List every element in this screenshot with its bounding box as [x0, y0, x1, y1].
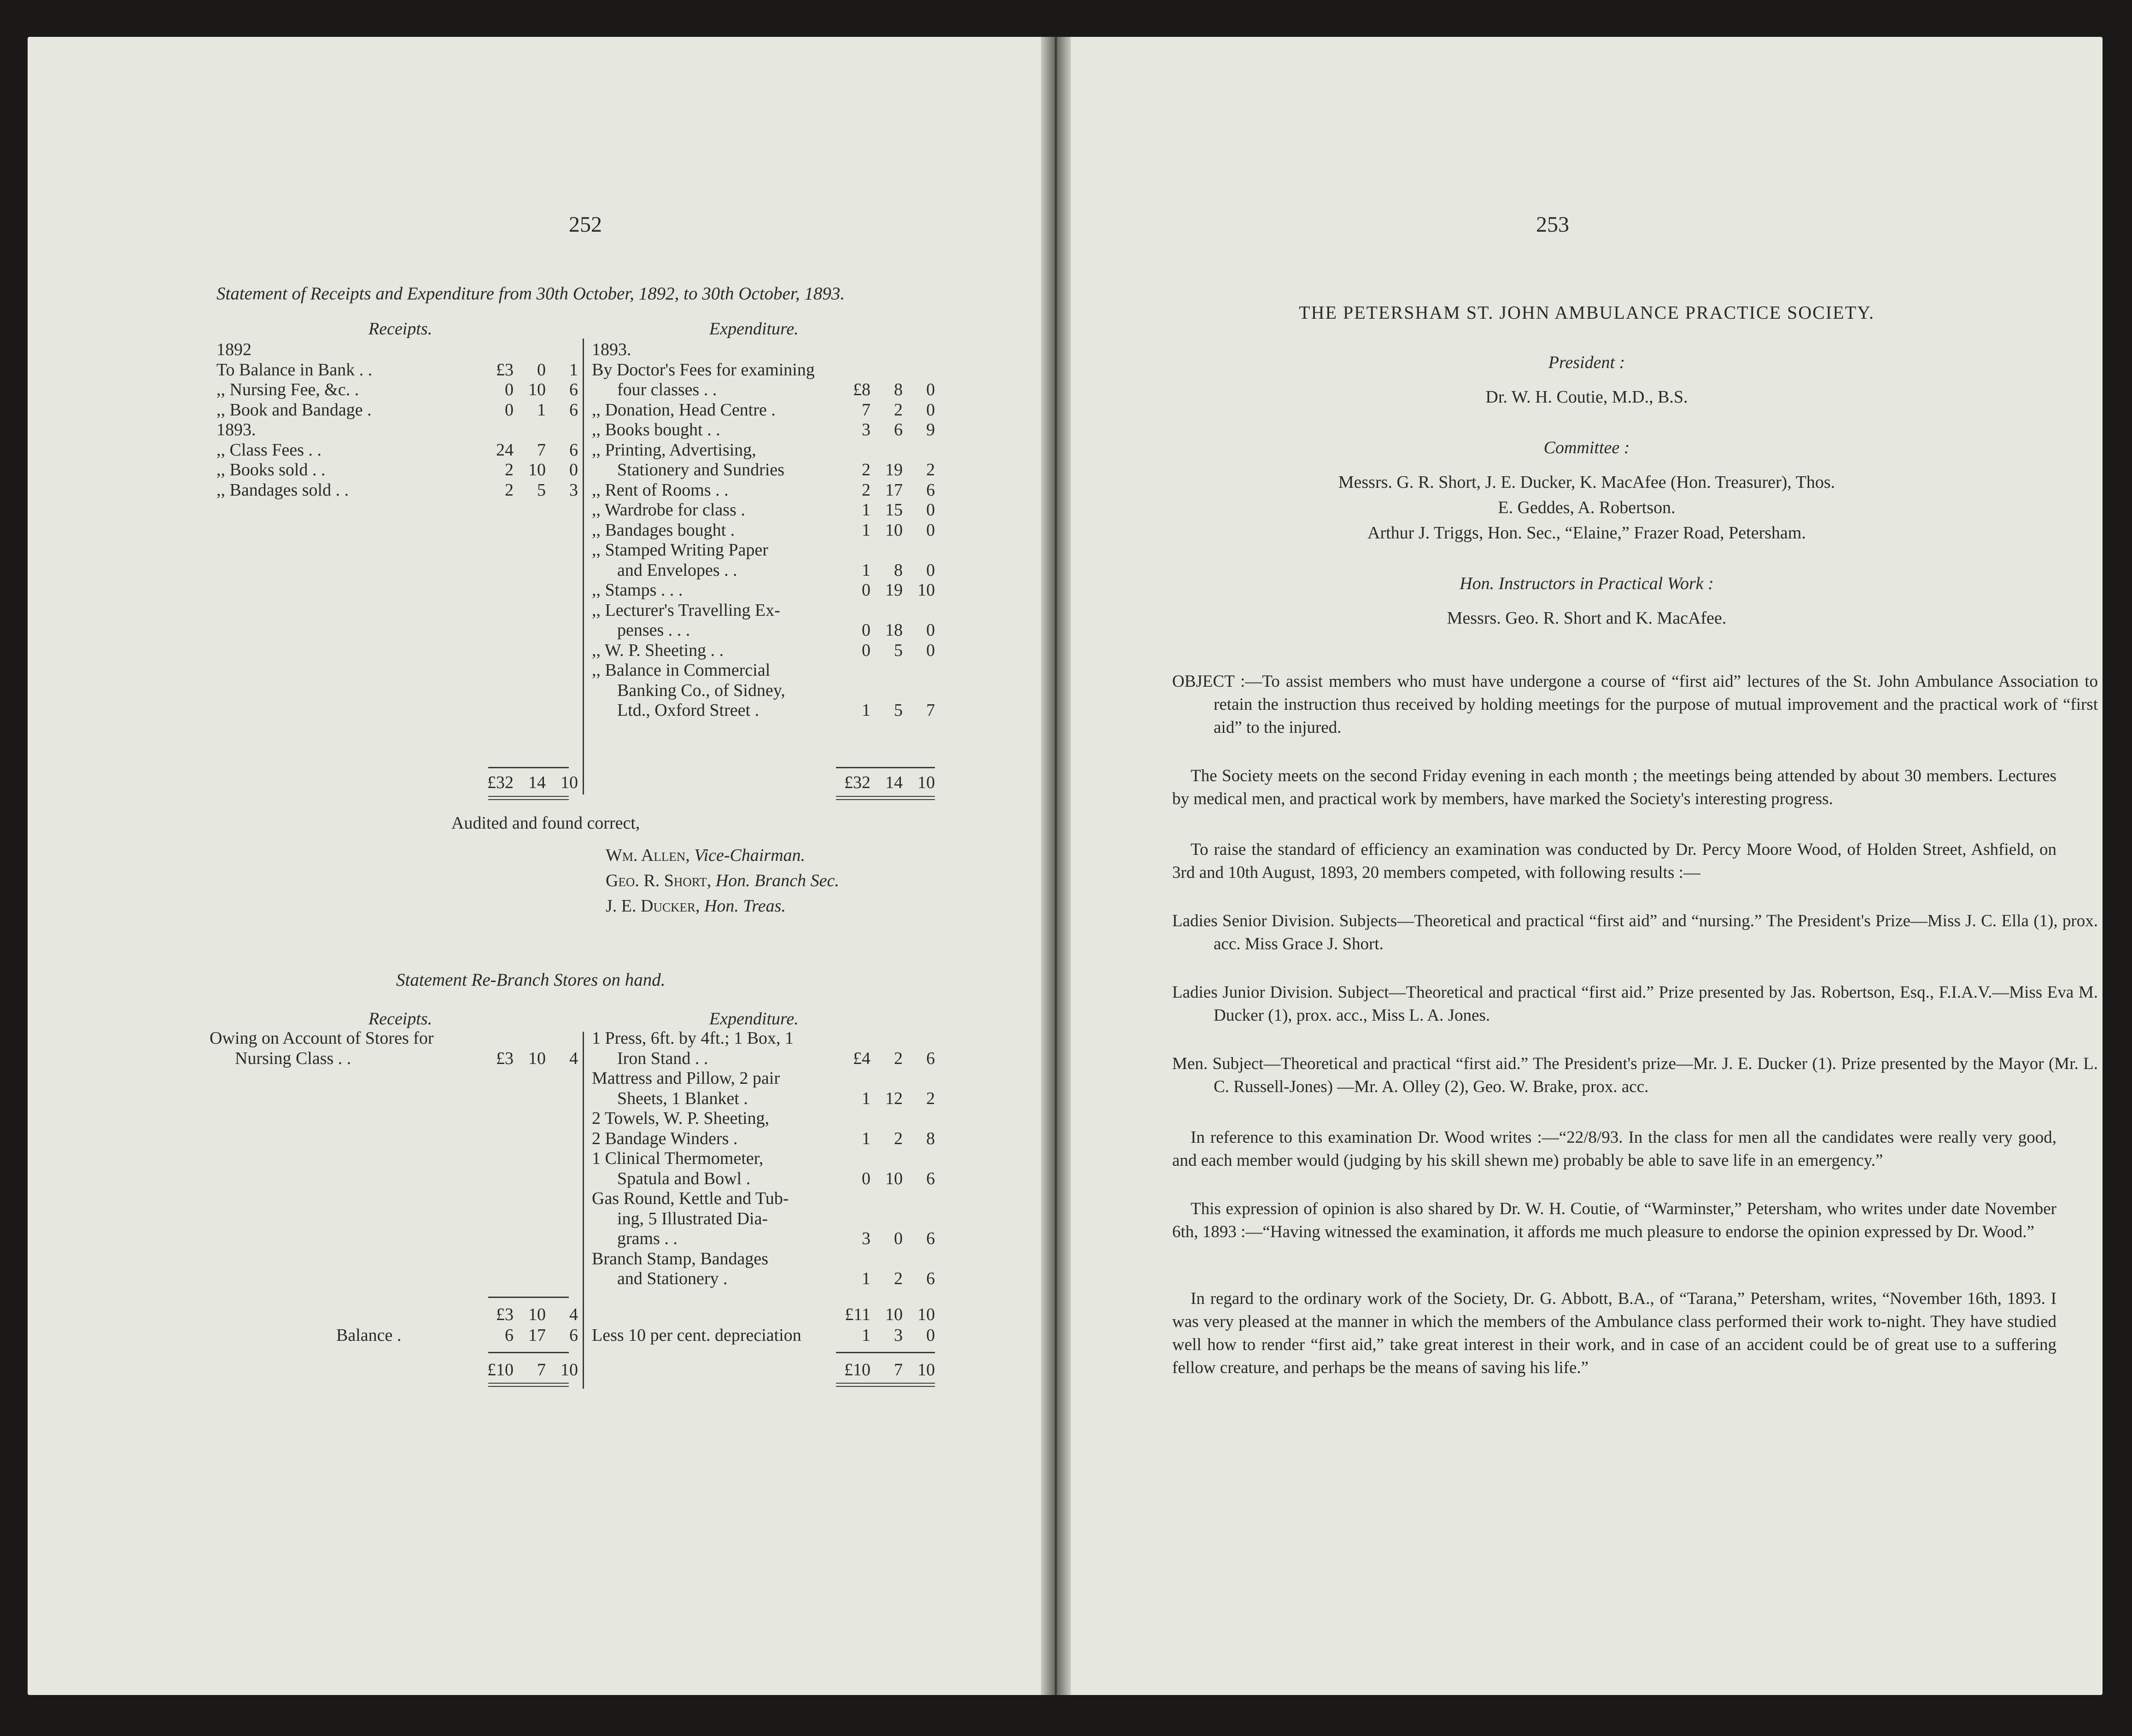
ledger-item-amount: 0 19 10	[862, 580, 935, 600]
total-rule	[488, 1352, 569, 1353]
signature-2: Geo. R. Short, Hon. Branch Sec.	[606, 871, 839, 890]
page-number: 253	[1536, 212, 1569, 237]
ledger-item-text: Ltd., Oxford Street .	[617, 701, 759, 720]
ledger-item-amount: 7 2 0	[862, 400, 935, 420]
committee-line-2: E. Geddes, A. Robertson.	[1498, 498, 1676, 517]
signature-3: J. E. Ducker, Hon. Treas.	[606, 896, 786, 916]
ledger-item-text: ,, Printing, Advertising,	[592, 440, 756, 460]
subtotal-rule	[488, 1297, 569, 1298]
society-heading: THE PETERSHAM ST. JOHN AMBULANCE PRACTICE SOCIETY.	[1299, 302, 1875, 323]
ledger-item-text: grams . .	[617, 1229, 678, 1248]
ledger-item-text: ,, Lecturer's Travelling Ex-	[592, 600, 780, 620]
ledger-item-text: ,, Balance in Commercial	[592, 660, 771, 680]
ledger-item-text: 1 Press, 6ft. by 4ft.; 1 Box, 1	[592, 1029, 794, 1048]
ledger-item-text: Stationery and Sundries	[617, 460, 785, 479]
result-men: Men. Subject—Theoretical and practical “first aid.” The President's prize—Mr. J. E. Ducker (1). Prize presented by the Mayor (Mr. L. C. Russell-Jones) —Mr. A. Olley (2), Geo. W. Brake, prox. acc.	[1172, 1054, 2098, 1096]
ledger-item-text: Gas Round, Kettle and Tub-	[592, 1189, 789, 1208]
ledger-item-amount: 24 7 6	[496, 440, 578, 460]
double-rule	[836, 1386, 935, 1387]
stores-expenditure-subtotal: £11 10 10	[845, 1305, 935, 1324]
ledger-item-text: Spatula and Bowl .	[617, 1169, 751, 1188]
total-rule	[488, 767, 569, 768]
ledger-item-text: ,, W. P. Sheeting . .	[592, 640, 724, 660]
column-divider	[583, 339, 584, 795]
ledger-item-text: and Envelopes . .	[617, 560, 737, 580]
expenditure-total: £32 14 10	[844, 773, 935, 792]
book-gutter	[1041, 37, 1071, 1695]
ledger-item-amount: 0 10 6	[505, 380, 578, 399]
ledger-item-text: ,, Bandages bought .	[592, 520, 735, 540]
audited-line: Audited and found correct,	[451, 813, 640, 833]
committee-line-1: Messrs. G. R. Short, J. E. Ducker, K. MacAfee (Hon. Treasurer), Thos.	[1338, 473, 1835, 492]
double-rule	[488, 1386, 569, 1387]
double-rule	[836, 799, 935, 800]
ledger-item-amount: 0 1 6	[505, 400, 578, 420]
ledger-item-text: Branch Stamp, Bandages	[592, 1249, 769, 1268]
ledger-item-amount: 2 5 3	[505, 480, 578, 500]
ledger-item-text: ,, Stamps . . .	[592, 580, 683, 600]
double-rule	[836, 1383, 935, 1384]
ledger-item-amount: £4 2 6	[853, 1048, 935, 1068]
ledger-item-text: ,, Bandages sold . .	[216, 480, 349, 500]
ledger-item-text: 2 Bandage Winders .	[592, 1128, 738, 1148]
stores-depreciation-label: Less 10 per cent. depreciation	[592, 1326, 801, 1345]
ledger-item-text: ing, 5 Illustrated Dia-	[617, 1209, 768, 1228]
ledger-item-amount: 1 8 0	[862, 560, 935, 580]
ledger-item-text: Owing on Account of Stores for	[210, 1029, 434, 1048]
ledger-item-text: By Doctor's Fees for examining	[592, 360, 815, 380]
ledger-item-text: 1 Clinical Thermometer,	[592, 1149, 764, 1168]
ledger-item-amount: 1 12 2	[862, 1088, 935, 1108]
receipts-heading: Receipts.	[368, 319, 432, 339]
ledger-item-text: Iron Stand . .	[617, 1048, 708, 1068]
ledger-item-text: ,, Stamped Writing Paper	[592, 540, 768, 560]
stores-expenditure-heading: Expenditure.	[709, 1009, 799, 1029]
stores-receipts-subtotal: £3 10 4	[496, 1305, 578, 1324]
left-page	[28, 37, 1041, 1695]
ledger-item-text: and Stationery .	[617, 1269, 728, 1288]
object-paragraph: OBJECT :—To assist members who must have undergone a course of “first aid” lectures of the St. John Ambulance Association to retain the instruction thus received by holding meetings for the purpose of mutual improvement and the practical work of “first aid” to the injured.	[1172, 672, 2098, 737]
expenditure-heading: Expenditure.	[709, 319, 799, 339]
page-number: 252	[569, 212, 602, 237]
double-rule	[836, 796, 935, 797]
ledger-item-text: ,, Class Fees . .	[216, 440, 321, 460]
stores-depreciation-amount: 1 3 0	[862, 1326, 935, 1345]
ledger-item-amount: 1 2 6	[862, 1269, 935, 1288]
stores-receipts-total: £10 7 10	[487, 1360, 578, 1379]
paragraph-abbott: In regard to the ordinary work of the Society, Dr. G. Abbott, B.A., of “Tarana,” Petersham, writes, “November 16th, 1893. I was very pleased at the manner in which the members of the Ambulance class performed their work to-night. They have studied well how to render “first aid,” take great interest in their work, and in case of an accident could be of great use to a suffering fellow creature, and perhaps be the means of saving his life.”	[1172, 1289, 2056, 1377]
stores-expenditure-total: £10 7 10	[844, 1360, 935, 1379]
ledger-item-amount: 2 19 2	[862, 460, 935, 479]
president-label: President :	[1548, 353, 1625, 372]
ledger-item-amount: 1 5 7	[862, 701, 935, 720]
ledger-item-amount: 0 10 6	[862, 1169, 935, 1188]
ledger-item-text: 1893.	[216, 420, 256, 439]
ledger-item-amount: 2 17 6	[862, 480, 935, 500]
result-ladies-senior: Ladies Senior Division. Subjects—Theoretical and practical “first aid” and “nursing.” The President's Prize—Miss J. C. Ella (1), prox. acc. Miss Grace J. Short.	[1172, 912, 2098, 953]
committee-label: Committee :	[1543, 438, 1630, 457]
double-rule	[488, 796, 569, 797]
right-page	[1071, 37, 2103, 1695]
ledger-item-text: ,, Nursing Fee, &c. .	[216, 380, 359, 399]
paragraph-wood: In reference to this examination Dr. Wood writes :—“22/8/93. In the class for men all the candidates were really very good, and each member would (judging by his skill shewn me) probably be able to save life in an emergency.”	[1172, 1128, 2056, 1170]
ledger-item-text: Nursing Class . .	[235, 1048, 351, 1068]
paragraph-meetings: The Society meets on the second Friday evening in each month ; the meetings being attended by about 30 members. Lectures by medical men, and practical work by members, have marked the Society's interesting progress.	[1172, 766, 2056, 808]
stores-title: Statement Re-Branch Stores on hand.	[396, 970, 666, 990]
stores-column-divider	[583, 1032, 584, 1389]
instructors-label: Hon. Instructors in Practical Work :	[1460, 574, 1714, 593]
instructors-names: Messrs. Geo. R. Short and K. MacAfee.	[1447, 608, 1727, 628]
ledger-item-amount: £3 0 1	[496, 360, 578, 380]
signature-1: Wm. Allen, Vice-Chairman.	[606, 846, 806, 865]
ledger-item-amount: 1 15 0	[862, 500, 935, 520]
ledger-item-text: To Balance in Bank . .	[216, 360, 373, 380]
paragraph-coutie: This expression of opinion is also shared by Dr. W. H. Coutie, of “Warminster,” Petersham, who writes under date November 6th, 1893 :—“Having witnessed the examination, it affords me much pleasure to endorse the opinion expressed by Dr. Wood.”	[1172, 1199, 2056, 1241]
ledger-item-amount: 1 2 8	[862, 1128, 935, 1148]
result-ladies-junior: Ladies Junior Division. Subject—Theoretical and practical “first aid.” Prize presented by Jas. Robertson, Esq., F.I.A.V.—Miss Eva M. Ducker (1), prox. acc., Miss L. A. Jones.	[1172, 983, 2098, 1025]
ledger-item-amount: 3 0 6	[862, 1229, 935, 1248]
receipts-total: £32 14 10	[487, 773, 578, 792]
ledger-item-text: ,, Books bought . .	[592, 420, 720, 439]
ledger-item-text: penses . . .	[617, 620, 690, 640]
ledger-item-text: ,, Books sold . .	[216, 460, 326, 479]
double-rule	[488, 1383, 569, 1384]
stores-balance-label: Balance .	[336, 1326, 402, 1345]
paragraph-examination: To raise the standard of efficiency an examination was conducted by Dr. Percy Moore Wood, of Holden Street, Ashfield, on 3rd and 10th August, 1893, 20 members competed, with following results :—	[1172, 840, 2056, 882]
ledger-item-text: 2 Towels, W. P. Sheeting,	[592, 1109, 770, 1128]
president-name: Dr. W. H. Coutie, M.D., B.S.	[1485, 387, 1688, 407]
ledger-item-text: ,, Book and Bandage .	[216, 400, 372, 420]
stores-receipts-heading: Receipts.	[368, 1009, 432, 1029]
total-rule	[836, 767, 935, 768]
statement-title: Statement of Receipts and Expenditure from 30th October, 1892, to 30th October, 1893.	[216, 284, 845, 304]
ledger-item-amount: 2 10 0	[505, 460, 578, 479]
stores-balance-amount: 6 17 6	[505, 1326, 578, 1345]
ledger-item-text: 1893.	[592, 340, 631, 359]
ledger-item-text: four classes . .	[617, 380, 717, 399]
ledger-item-text: 1892	[216, 340, 251, 359]
ledger-item-text: Sheets, 1 Blanket .	[617, 1088, 748, 1108]
ledger-item-text: ,, Donation, Head Centre .	[592, 400, 776, 420]
committee-line-3: Arthur J. Triggs, Hon. Sec., “Elaine,” Frazer Road, Petersham.	[1367, 523, 1806, 543]
ledger-item-amount: 0 5 0	[862, 640, 935, 660]
double-rule	[488, 799, 569, 800]
ledger-item-amount: 1 10 0	[862, 520, 935, 540]
ledger-item-text: ,, Rent of Rooms . .	[592, 480, 729, 500]
total-rule	[836, 1352, 935, 1353]
ledger-item-text: Mattress and Pillow, 2 pair	[592, 1069, 780, 1088]
ledger-item-amount: 0 18 0	[862, 620, 935, 640]
ledger-item-amount: £3 10 4	[496, 1048, 578, 1068]
ledger-item-amount: £8 8 0	[853, 380, 935, 399]
ledger-item-amount: 3 6 9	[862, 420, 935, 439]
ledger-item-text: ,, Wardrobe for class .	[592, 500, 745, 520]
ledger-item-text: Banking Co., of Sidney,	[617, 680, 785, 700]
